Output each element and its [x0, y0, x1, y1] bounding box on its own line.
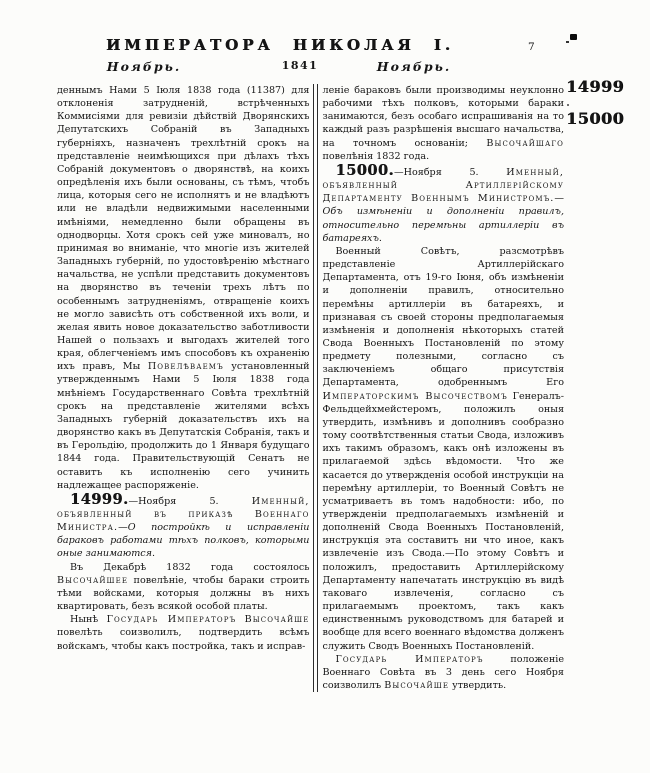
margin-entry-number-14999: 14999 — [566, 77, 625, 96]
running-head-month-left: Ноябрь. — [106, 59, 182, 74]
right-column — [322, 84, 564, 692]
entry-15000-paragraph-1: Военный Совѣтъ, разсмотрѣвъ представленіе Артиллерійскаго Департамента, отъ 19-го Іюня, объ измѣненіи и дополненіи правилъ, относительно перемѣны артиллеріи въ батареяхъ, и признавая съ своей стороны предполагаемыя измѣненія и дополненія нѣкоторыхъ статей Свода Военныхъ Постановленій по этому предмету полезными, согласно съ заключеніемъ общаго присутствія Департамента, одобреннымъ Его Императорскимъ Высочествомъ Генералъ-Фельдцейхмейстеромъ, положилъ оныя утвердить, измѣнивъ и дополнивъ сообразно тому соотвѣтственныя статьи Свода, изложивъ ихъ такимъ образомъ, какъ онѣ изложены въ прилагаемой здѣсь вѣдомости. Что же касается до утвержденія особой инструкціи на перемѣну артиллеріи, то Военный Совѣтъ не усматриваетъ въ томъ надобности: ибо, по утвержденіи предполагаемыхъ измѣненій и дополненій Свода Военныхъ Постановленій, инструкція эта составитъ ни что иное, какъ извлеченіе изъ Свода.—По этому Совѣтъ и положилъ, предоставить Артиллерійскому Департаменту напечатать инструкцію въ видѣ таковаго извлеченія, согласно съ прилагаемымъ проектомъ, такъ какъ единственнымъ руководствомъ для батарей и вообще для всего военнаго вѣдомства долженъ служить Сводъ Военныхъ Постановленій. — [322, 245, 565, 652]
running-head-month-right: Ноябрь. — [376, 59, 452, 74]
page-title: ИМПЕРАТОРА НИКОЛАЯ I. — [105, 36, 455, 54]
margin-dot-artifact — [567, 104, 569, 106]
entry-14999-heading: 14999.—Ноября 5. Именный, объявленный въ приказѣ Военнаго Министра.—О постройкѣ и исправленіи бараковъ работами тѣхъ полковъ, которыми оные занимаются. — [57, 490, 310, 560]
scan-artifact-blob — [570, 34, 577, 40]
entry-14999-paragraph-2: Нынѣ Государь Императоръ Высочайше повелѣть соизволилъ, подтвердить всѣмъ войскамъ, чтобы какъ постройка, такъ и исправ- — [57, 614, 310, 652]
entry-15000-paragraph-2: Государь Императоръ положеніе Военнаго Совѣта въ 3 день сего Ноября соизволилъ Высочайше утвердить. — [322, 653, 564, 692]
page-number: 7 — [528, 41, 535, 53]
column-divider-double-rule — [313, 84, 318, 692]
entry-15000-heading: 15000.—Ноября 5. Именный, объявленный Артиллерійскому Департаменту Военнымъ Министромъ.—Объ измѣненіи и дополненіи правилъ, относительно перемѣны артиллеріи въ батареяхъ. — [322, 161, 564, 244]
text-block — [57, 84, 564, 692]
paragraph-continuation-previous-entry: деннымъ Нами 5 Іюля 1838 года (11387) для отклоненія затрудненій, встрѣченныхъ Коммисіями для ревизіи дѣйствій Дворянскихъ Депутатскихъ Собраній въ Западныхъ губерніяхъ, назначенъ трехлѣтній срокъ на представленіе неимѣющихся при дѣлахъ тѣхъ Собраній документовъ о дворянствѣ, на коихъ опредѣленія ихъ были основаны, съ тѣмъ, чтобъ лица, которыя сего не исполнятъ и не владѣютъ или не владѣли недвижимыми населенными имѣніями, немедленно были обращены въ однодворцы. Хотя срокъ сей уже миновалъ, но принимая во вниманіе, что многіе изъ жителей Западныхъ губерній, по удостовѣренію мѣстнаго начальства, не успѣли представить документовъ на дворянство въ теченіи трехъ лѣтъ по особеннымъ затрудненіямъ, отвращеніе коихъ не могло зависѣть отъ собственной ихъ воли, и желая явить новое доказательство заботливости Нашей о пользахъ и выгодахъ жителей того края, облегченіемъ имъ способовъ къ охраненію ихъ правъ, Мы Повелѣваемъ установленный утвержденнымъ Нами 5 Іюля 1838 года мнѣніемъ Государственнаго Совѣта трехлѣтній срокъ на представленіе жителями всѣхъ Западныхъ губерній доказательствъ ихъ на дворянство какъ въ Депутатскія Собранія, такъ и въ Герольдію, продолжить до 1 Января будущаго 1844 года. Правительствующій Сенатъ не оставитъ къ исполненію сего учинить надлежащее распоряженіе. — [57, 85, 310, 491]
scan-artifact-tick — [566, 41, 569, 43]
margin-entry-number-15000: 15000 — [566, 109, 625, 128]
entry-14999-paragraph-1: Въ Декабрѣ 1832 года состоялось Высочайшее повелѣніе, чтобы бараки строить тѣми войсками, которыя должны въ нихъ квартировать, безъ всякой особой платы. — [57, 561, 310, 613]
entry-14999-paragraph-2-continued: леніе бараковъ были производимы неуклонно рабочими тѣхъ полковъ, которыми бараки занимаются, безъ особаго испрашиванія на то каждый разъ разрѣшенія высшаго начальства, на точномъ основаніи; Высочайшаго повелѣнія 1832 года. — [322, 85, 564, 162]
left-column — [57, 84, 309, 692]
running-head-year: 1841 — [281, 59, 319, 72]
